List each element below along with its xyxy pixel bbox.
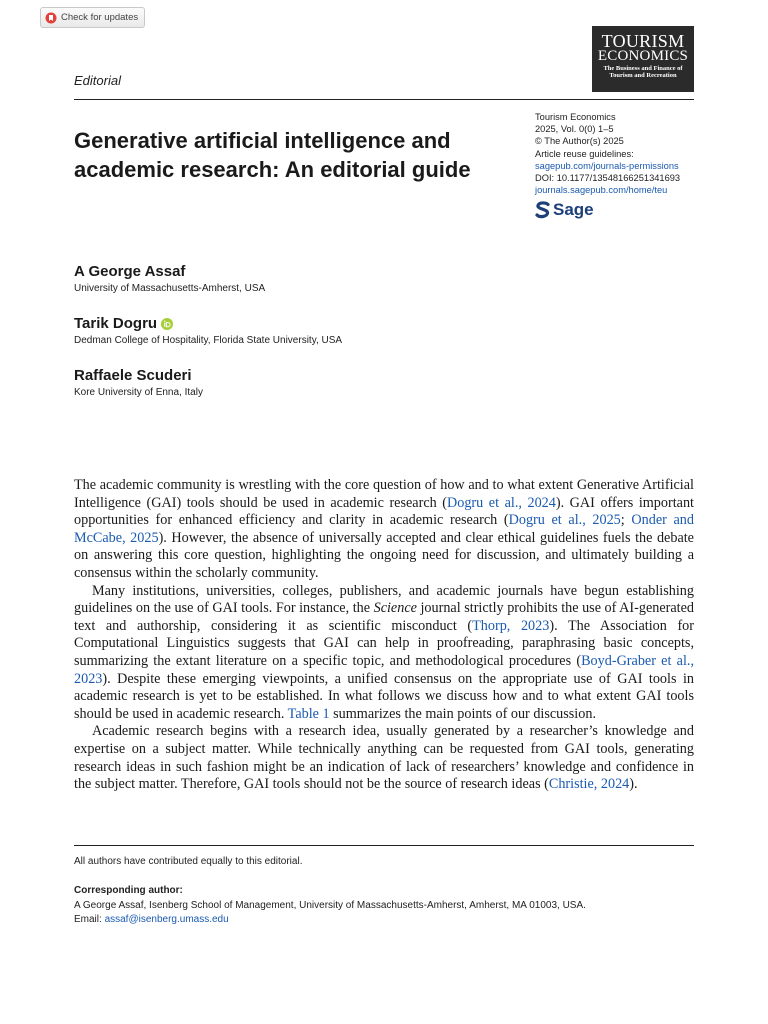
author-affiliation: University of Massachusetts-Amherst, USA xyxy=(74,283,266,294)
logo-line-4: Tourism and Recreation xyxy=(609,72,677,79)
citation-link[interactable]: Dogru et al., 2024 xyxy=(447,494,556,511)
corresponding-heading: Corresponding author: xyxy=(74,885,183,896)
citation-link[interactable]: Onder and McCabe, 2025 xyxy=(74,512,694,546)
corresponding-address: A George Assaf, Isenberg School of Management, University of Massachusetts-Amherst, Amherst, MA 01003, USA. xyxy=(74,899,586,911)
logo-line-3: The Business and Finance of xyxy=(603,65,683,72)
author-affiliation: Kore University of Enna, Italy xyxy=(74,387,203,398)
citation-link[interactable]: Boyd-Graber et al., 2023 xyxy=(74,652,694,687)
journal-title-italic: Science xyxy=(373,600,417,617)
contribution-footnote: All authors have contributed equally to this editorial. xyxy=(74,856,303,867)
table-link[interactable]: Table 1 xyxy=(287,705,330,722)
citation-link[interactable]: Thorp, 2023 xyxy=(472,617,550,634)
check-for-updates-label: Check for updates xyxy=(61,12,139,23)
author-block xyxy=(74,367,203,398)
logo-line-2: ECONOMICS xyxy=(597,48,689,64)
author-name: Raffaele Scuderi xyxy=(74,367,192,384)
corresponding-author xyxy=(74,884,714,928)
check-for-updates-button[interactable] xyxy=(40,7,145,28)
author-name: A George Assaf xyxy=(74,263,186,280)
sage-s-icon xyxy=(535,201,550,219)
citation-link[interactable]: Dogru et al., 2025 xyxy=(508,512,621,529)
footnote-divider xyxy=(74,845,694,846)
body-paragraph: The academic community is wrestling with the core question of how and to what extent Generative Artificial Intelligence (GAI) tools should be used in academic research (Dogru et al., 2024). GAI offers important opportunities for enhanced efficiency and clarity in academic research (Dogru et al., 2025; Onder and McCabe, 2025). However, the absence of universally accepted and clear ethical guidelines fuels the debate on answering this core question, highlighting the ongoing need for discussion, and ultimately building a consensus within the scholarly community. xyxy=(74,477,694,581)
body-paragraph: Academic research begins with a research idea, usually generated by a researcher’s knowledge and expertise on a subject matter. While technically anything can be requested from GAI tools, generating research ideas in such fashion might be an indication of lack of researchers’ knowledge and confidence in the subject matter. Therefore, GAI tools should not be the source of research ideas (Christie, 2024). xyxy=(74,723,694,793)
article-body xyxy=(74,477,694,794)
header-divider xyxy=(74,99,694,100)
journal-metadata xyxy=(535,111,705,196)
volume-info: 2025, Vol. 0(0) 1–5 xyxy=(535,124,614,135)
doi: DOI: 10.1177/13548166251341693 xyxy=(535,173,681,184)
body-paragraph: Many institutions, universities, colleges, publishers, and academic journals have begun establishing guidelines on the use of GAI tools. For instance, the Science journal strictly prohibits the use of AI-generated text and authorship, considering it as scientific misconduct (Thorp, 2023). The Association for Computational Linguistics suggests that GAI can help in proofreading, paraphrasing basic concepts, summarizing the extant literature on a specific topic, and methodological procedures (Boyd-Graber et al., 2023). Despite these emerging viewpoints, a unified consensus on the appropriate use of GAI tools in academic research is yet to be established. In what follows we discuss how and to what extent GAI tools should be used in academic research. Table 1 summarizes the main points of our discussion. xyxy=(74,582,694,722)
journal-name: Tourism Economics xyxy=(535,112,616,122)
orcid-icon[interactable] xyxy=(161,318,173,330)
citation-link[interactable]: Christie, 2024 xyxy=(548,776,630,793)
email-label: Email: xyxy=(74,914,105,925)
author-name: Tarik Dogru xyxy=(74,315,342,332)
journal-home-link[interactable]: journals.sagepub.com/home/teu xyxy=(535,185,668,196)
logo-line-1: TOURISM xyxy=(601,31,685,51)
bookmark-icon xyxy=(45,12,57,24)
email-link[interactable]: assaf@isenberg.umass.edu xyxy=(104,914,229,925)
reuse-link[interactable]: sagepub.com/journals-permissions xyxy=(535,160,679,171)
article-title: Generative artificial intelligence and academic research: An editorial guide xyxy=(74,128,471,182)
copyright: © The Author(s) 2025 xyxy=(535,136,624,147)
section-label: Editorial xyxy=(74,73,121,88)
publisher-name: Sage xyxy=(553,200,594,219)
author-affiliation: Dedman College of Hospitality, Florida State University, USA xyxy=(74,335,343,346)
author-block xyxy=(74,315,342,346)
author-block xyxy=(74,263,265,294)
reuse-label: Article reuse guidelines: xyxy=(535,148,634,159)
journal-logo[interactable] xyxy=(592,26,694,92)
publisher-logo[interactable] xyxy=(535,200,594,220)
